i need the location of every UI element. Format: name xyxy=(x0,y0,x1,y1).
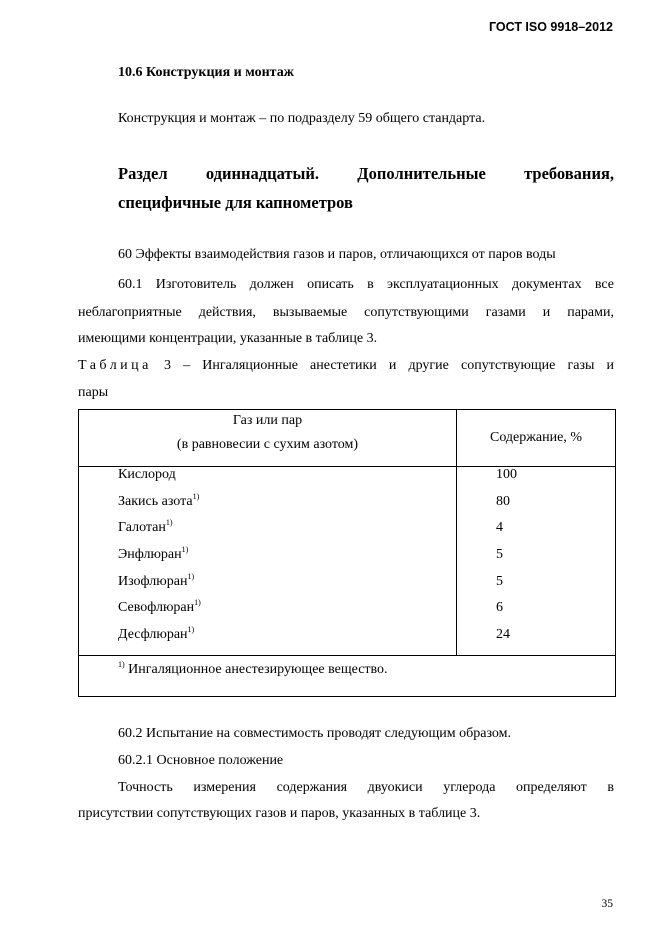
heading-word-1: Раздел xyxy=(118,164,168,183)
table-row-gas-name: Кислород xyxy=(118,467,176,482)
clause-60-1-line2: неблагоприятные действия, вызываемые сопутствующими газами и парами, xyxy=(78,305,614,320)
table-row-gas-name: Севофлюран$^{1)}$ xyxy=(118,598,201,615)
table-row-gas-name: Энфлюран$^{1)}$ xyxy=(118,545,189,562)
gas-header-line2: (в равновесии с сухим азотом) xyxy=(176,437,359,452)
section-10-6-text: Конструкция и монтаж – по подразделу 59 общего стандарта. xyxy=(118,111,486,126)
clause-60-text: 60 Эффекты взаимодействия газов и паров, отличающихся от паров воды xyxy=(118,247,556,262)
heading-word-3: Дополнительные xyxy=(357,164,486,183)
table-row-gas-value: 80 xyxy=(496,494,510,509)
table-row-gas-name: Галотан$^{1)}$ xyxy=(118,518,173,535)
table-row-gas-value: 5 xyxy=(496,574,503,589)
heading-word-4: требования, xyxy=(524,164,614,183)
table-row-gas-name: Десфлюран$^{1)}$ xyxy=(118,625,195,642)
table-row-gas-value: 24 xyxy=(496,627,510,642)
table-caption-label: Таблица xyxy=(78,358,152,373)
table-footnote: $^{1)}$ Ингаляционное анестезирующее вещество. xyxy=(118,660,388,677)
table-row-gas-name: Изофлюран$^{1)}$ xyxy=(118,572,195,589)
table-row-gas-value: 6 xyxy=(496,600,503,615)
clause-60-2-text: 60.2 Испытание на совместимость проводят следующим образом. xyxy=(118,726,511,741)
part-eleven-heading-line1 xyxy=(118,164,614,184)
table-row-gas-value: 5 xyxy=(496,547,503,562)
table-caption-continuation: пары xyxy=(78,385,109,400)
content-column-header: Содержание, % xyxy=(457,410,616,467)
table-row-gas-value: 4 xyxy=(496,520,503,535)
section-10-6-title: 10.6 Конструкция и монтаж xyxy=(118,65,294,80)
table-row-gas-name: Закись азота$^{1)}$ xyxy=(118,492,200,509)
page-number: 35 xyxy=(601,898,613,910)
gas-values-cell xyxy=(457,467,616,656)
clause-60-2-1-title: 60.2.1 Основное положение xyxy=(118,753,284,768)
table-caption-title: 3 – Ингаляционные анестетики и другие сопутствующие газы и xyxy=(164,358,615,373)
gas-column-header xyxy=(79,410,457,467)
table-row-gas-value: 100 xyxy=(496,467,517,482)
table-caption xyxy=(78,357,614,375)
part-eleven-heading-line2: специфичные для капнометров xyxy=(118,193,353,212)
accuracy-paragraph-line1: Точность измерения содержания двуокиси углерода определяют в xyxy=(118,780,614,795)
clause-60-1-line1: 60.1 Изготовитель должен описать в эксплуатационных документах все xyxy=(118,277,614,292)
document-id-header: ГОСТ ISO 9918–2012 xyxy=(488,20,613,34)
clause-60-1-line3: имеющими концентрации, указанные в таблице 3. xyxy=(78,331,378,346)
accuracy-paragraph-line2: присутствии сопутствующих газов и паров, указанных в таблице 3. xyxy=(78,806,481,821)
gas-header-line1: Газ или пар xyxy=(232,413,303,428)
heading-word-2: одиннадцатый. xyxy=(205,164,320,183)
